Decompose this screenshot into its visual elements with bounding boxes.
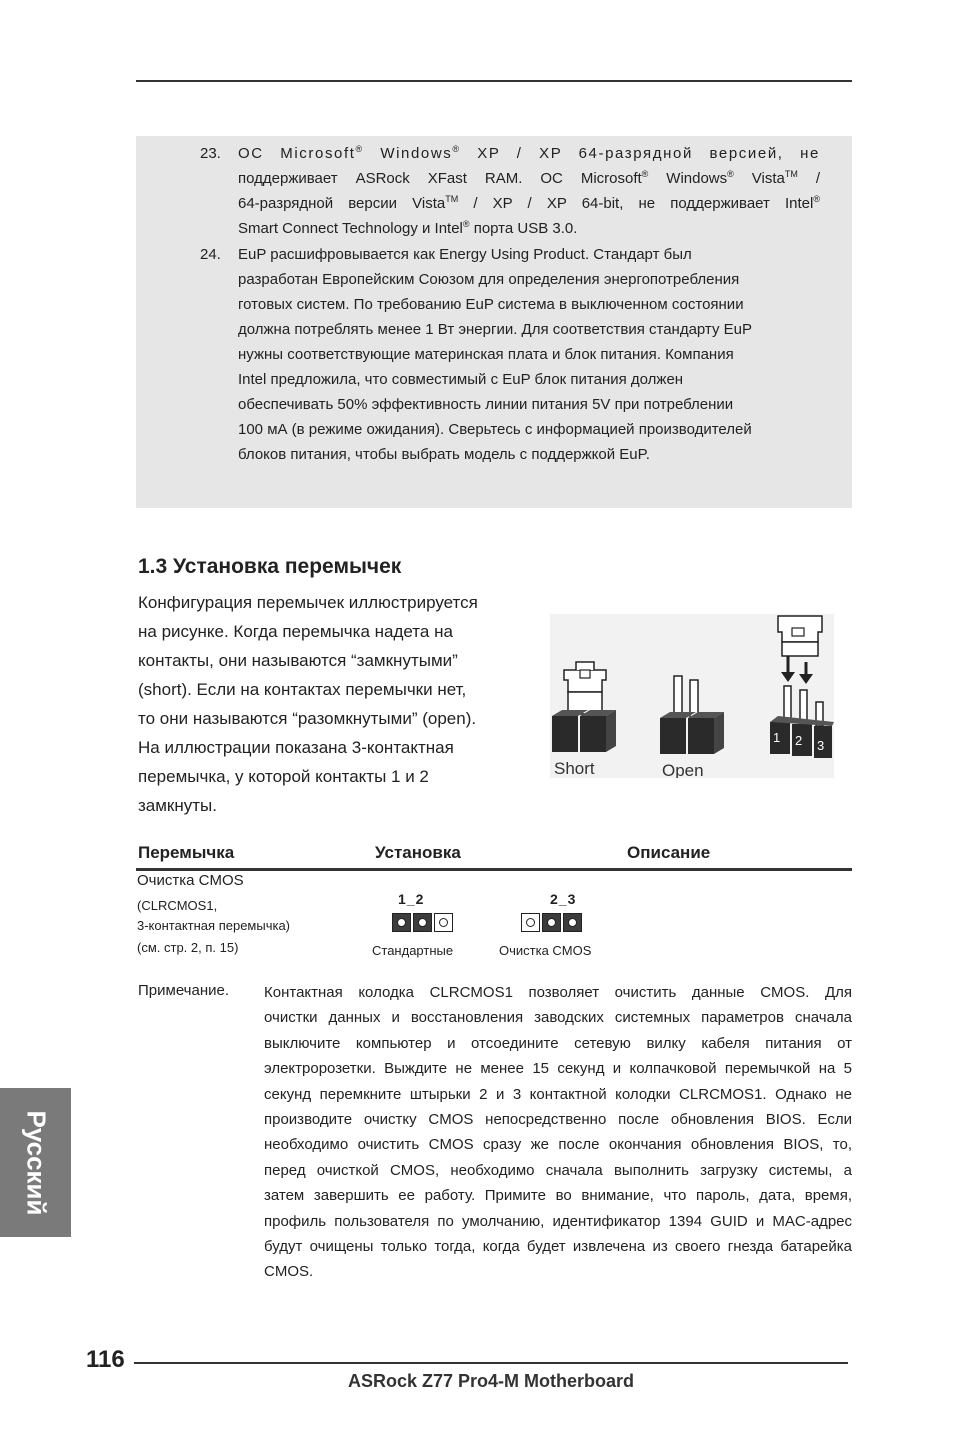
footnote-line: Intel предложила, что совместимый с EuP блок питания должен (238, 371, 684, 388)
footnote-text (238, 242, 820, 467)
intro-line: На иллюстрации показана 3-контактная (138, 738, 454, 757)
top-rule (136, 80, 852, 82)
intro-line: на рисунке. Когда перемычка надета на (138, 622, 453, 641)
trademark-mark: TM (445, 194, 459, 204)
footnote-number: 24. (200, 246, 221, 263)
footnote-text-run: Vista (733, 170, 785, 187)
footnote-line: EuP расшифровывается как Energy Using Product. Стандарт был (238, 246, 692, 263)
note-line: электророзетки. Выждите не менее 15 секунд и колпачковой перемычкой на 5 (264, 1060, 852, 1078)
table-header-rule (136, 868, 852, 871)
open-label: Open (662, 761, 704, 778)
trademark-mark: ® (452, 144, 461, 154)
pin-open (521, 913, 540, 932)
footnote-text (238, 141, 820, 241)
note-line: профиль пользователя по умолчанию, идентификатор 1394 GUID и MAC-адрес (264, 1212, 852, 1230)
footnote-line (238, 216, 820, 241)
footnote-24 (200, 242, 820, 467)
jumper-diagram (550, 614, 834, 778)
note-line: перед очисткой CMOS, необходимо сначала выполнить загрузку системы, а (264, 1161, 852, 1179)
footnote-line: обеспечивать 50% эффективность линии питания 5V при потреблении (238, 396, 734, 413)
intro-line: (short). Если на контактах перемычки нет, (138, 680, 467, 699)
note-text (264, 980, 852, 1285)
table-header-description: Описание (627, 843, 711, 862)
setting-default-pins: 1_2 (398, 891, 425, 907)
footnote-text-run: / XP / XP 64-bit, не поддерживает Intel (458, 195, 814, 212)
setting-default-label: Стандартные (372, 943, 454, 958)
footnote-text-run: OC Microsoft (238, 145, 356, 162)
intro-line: перемычка, у которой контакты 1 и 2 (138, 767, 429, 786)
footnote-line: 100 мА (в режиме ожидания). Сверьтесь с информацией производителей (238, 421, 752, 438)
language-side-tab (0, 1088, 71, 1237)
short-jumper-graphic (552, 662, 616, 752)
footnote-line: нужны соответствующие материнская плата и блок питания. Компания (238, 346, 734, 363)
pin-shorted (392, 913, 411, 932)
language-label: Русский (21, 1109, 51, 1216)
note-line: будут очищены только тогда, когда будет извлечена из своего гнезда батарейка (264, 1238, 852, 1256)
footnote-23 (200, 141, 820, 241)
footnote-text-run: XP / XP 64-разрядной версией, не (460, 145, 820, 162)
jumper-ref: (см. стр. 2, п. 15) (137, 940, 239, 955)
intro-line: замкнуты. (138, 796, 217, 815)
note-line: необходимо очистить CMOS сразу же после окончания обновления BIOS, то, (264, 1136, 852, 1154)
footer-title: ASRock Z77 Pro4-M Motherboard (348, 1371, 635, 1391)
setting-default-pin-diagram (392, 913, 453, 932)
footer-rule (134, 1362, 848, 1364)
table-header-setting: Установка (375, 843, 461, 862)
section-title: 1.3 Установка перемычек (138, 555, 402, 578)
pin-shorted (413, 913, 432, 932)
pin-number-3: 3 (817, 738, 825, 753)
footnote-line: блоков питания, чтобы выбрать модель с поддержкой EuP. (238, 446, 650, 463)
jumper-name: Очистка CMOS (137, 872, 244, 889)
footnote-line: разработан Европейским Союзом для определения энергопотребления (238, 271, 740, 288)
jumper-type: 3-контактная перемычка) (137, 918, 291, 933)
pin-number-2: 2 (795, 733, 803, 748)
jumper-illustration (550, 614, 834, 778)
note-line: очистки данных и восстановления заводских системных параметров сначала (264, 1009, 852, 1027)
open-jumper-graphic (660, 676, 724, 754)
note-line: секунд перемкните штырьки 2 и 3 контактной колодки CLRCMOS1. Однако не (264, 1085, 852, 1103)
note-line: производите очистку CMOS непосредственно после обновления BIOS. Если (264, 1111, 852, 1129)
trademark-mark: ® (813, 194, 820, 204)
note-label: Примечание. (138, 982, 229, 999)
intro-paragraph (138, 588, 528, 820)
footnote-text-run: Smart Connect Technology и Intel (238, 220, 463, 237)
trademark-mark: ® (355, 144, 364, 154)
footnote-line (238, 166, 820, 191)
footnote-text-run: порта USB 3.0. (469, 220, 578, 237)
intro-line: то они называются “разомкнутыми” (open). (138, 709, 477, 728)
footnote-text-run: / (797, 170, 820, 187)
footnote-line (238, 141, 820, 166)
note-line: выключите компьютер и отсоедините сетевую вилку кабеля питания от (264, 1034, 852, 1052)
footnote-text-run: 64-разрядной версии Vista (238, 195, 446, 212)
footnote-text-run: Windows (648, 170, 728, 187)
footnote-line (238, 191, 820, 216)
pin-shorted (563, 913, 582, 932)
pin-number-1: 1 (773, 730, 781, 745)
footnote-text-run: Windows (363, 145, 453, 162)
trademark-mark: ® (727, 169, 734, 179)
setting-clear-pin-diagram (521, 913, 582, 932)
page-number: 116 (86, 1346, 125, 1373)
footnote-line: готовых систем. По требованию EuP система в выключенном состоянии (238, 296, 744, 313)
footnote-number: 23. (200, 145, 221, 162)
setting-clear-pins: 2_3 (550, 891, 577, 907)
table-header-jumper: Перемычка (138, 843, 235, 862)
note-line: CMOS. (264, 1263, 314, 1281)
pin-shorted (542, 913, 561, 932)
jumper-id: (CLRCMOS1, (137, 898, 218, 913)
intro-line: контакты, они называются “замкнутыми” (138, 651, 458, 670)
trademark-mark: TM (784, 169, 798, 179)
short-label: Short (554, 759, 595, 778)
trademark-mark: ® (641, 169, 649, 179)
trademark-mark: ® (462, 219, 470, 229)
footnote-line: должна потреблять менее 1 Вт энергии. Для соответствия стандарту EuP (238, 321, 752, 338)
note-line: затем завершить ее работу. Примите во внимание, что пароль, дата, время, (264, 1187, 852, 1205)
intro-line: Конфигурация перемычек иллюстрируется (138, 593, 478, 612)
pin-open (434, 913, 453, 932)
setting-clear-label: Очистка CMOS (499, 943, 592, 958)
footnote-text-run: поддерживает ASRock XFast RAM. ОС Microsoft (238, 170, 642, 187)
note-line: Контактная колодка CLRCMOS1 позволяет очистить данные CMOS. Для (264, 984, 852, 1001)
